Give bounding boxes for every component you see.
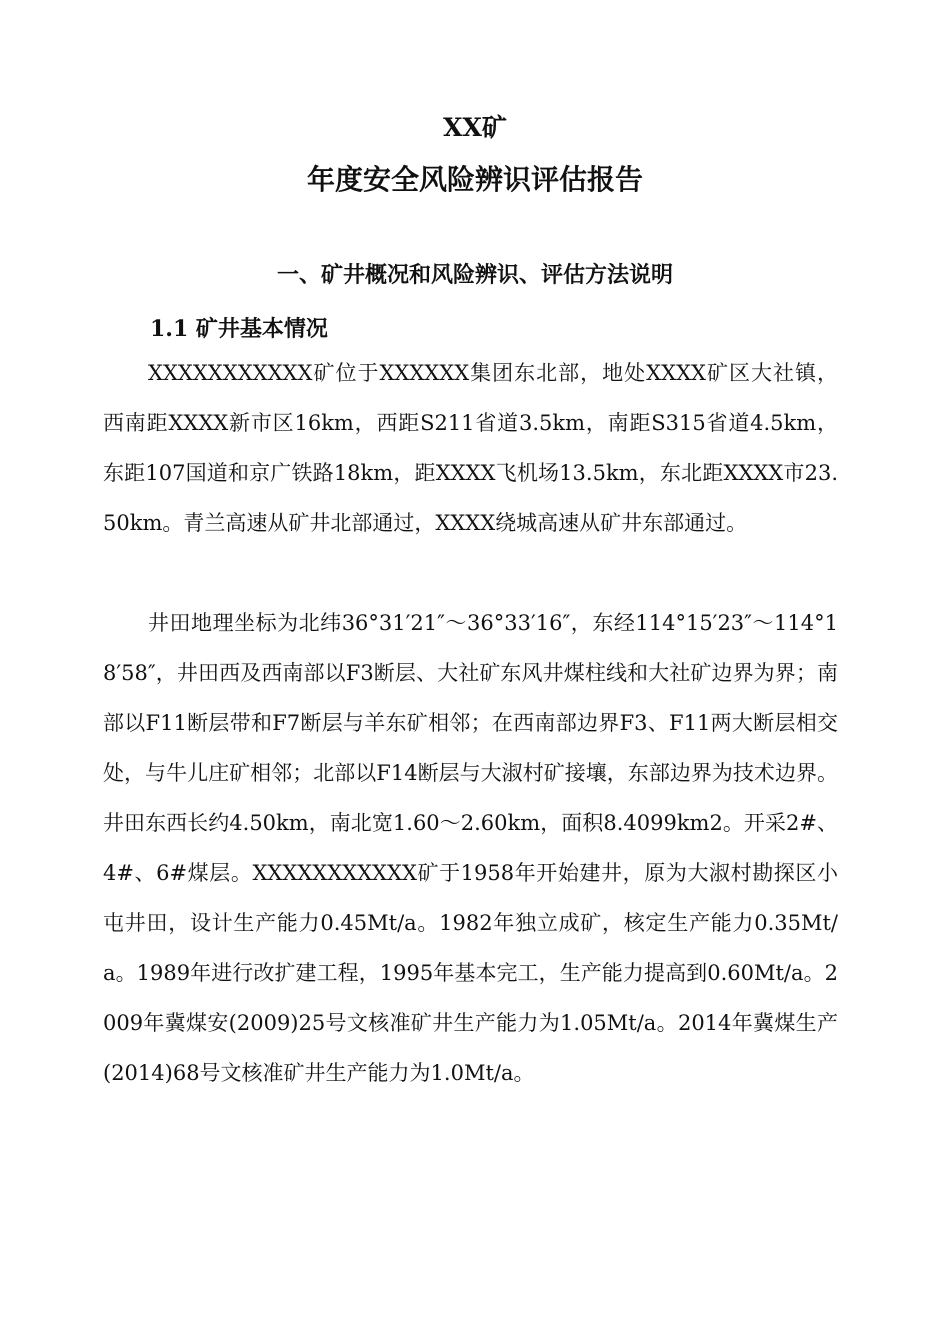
document-title-line1: XX矿 <box>443 113 507 142</box>
subsection-heading: 1.1 矿井基本情况 <box>150 316 328 342</box>
paragraph-location: XXXXXXXXXXX矿位于XXXXXX集团东北部，地处XXXX矿区大社镇，西南距XXXX新市区16km，西距S211省道3.5km，南距S315省道4.5km，东距107国道和京广铁路18km，距XXXX飞机场13.5km，东北距XXXX市23.50km。青兰高速从矿井北部通过，XXXX绕城高速从矿井东部通过。 <box>103 361 838 535</box>
paragraph-geography-history: 井田地理坐标为北纬36°31′21″～36°33′16″，东经114°15′23″～114°18′58″，井田西及西南部以F3断层、大社矿东风井煤柱线和大社矿边界为界；南部以F11断层带和F7断层与羊东矿相邻；在西南部边界F3、F11两大断层相交处，与牛儿庄矿相邻；北部以F14断层与大淑村矿接壤，东部边界为技术边界。井田东西长约4.50km，南北宽1.60～2.60km，面积8.4099km2。开采2#、4#、6#煤层。XXXXXXXXXXX矿于1958年开始建井，原为大淑村勘探区小屯井田，设计生产能力0.45Mt/a。1982年独立成矿，核定生产能力0.35Mt/a。1989年进行改扩建工程，1995年基本完工，生产能力提高到0.60Mt/a。2009年冀煤安(2009)25号文核准矿井生产能力为1.05Mt/a。2014年冀煤生产(2014)68号文核准矿井生产能力为1.0Mt/a。 <box>103 611 838 1085</box>
document-title-line2: 年度安全风险辨识评估报告 <box>306 163 643 196</box>
section-heading: 一、矿井概况和风险辨识、评估方法说明 <box>276 262 673 288</box>
